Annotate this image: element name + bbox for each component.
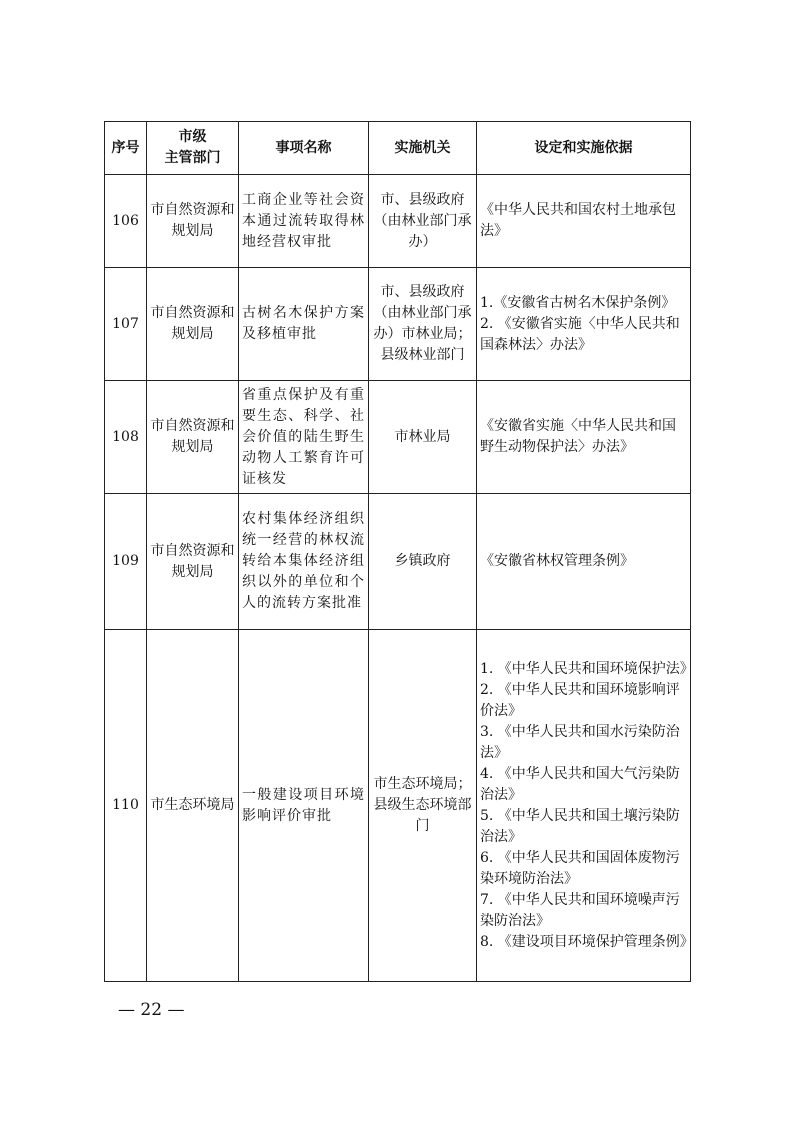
- row-item: 古树名木保护方案及移植审批: [239, 268, 369, 381]
- row-basis: [477, 494, 691, 630]
- page-number: — 22 —: [118, 1000, 185, 1020]
- row-number: 106: [105, 175, 147, 268]
- header-agency: 实施机关: [369, 122, 477, 175]
- row-dept: 市自然资源和规划局: [147, 381, 239, 494]
- table-row: [105, 494, 691, 630]
- row-basis: [477, 268, 691, 381]
- header-seq: 序号: [105, 122, 147, 175]
- basis-line: 《安徽省实施〈中华人民共和国野生动物保护法〉办法》: [480, 418, 676, 455]
- row-number: 110: [105, 630, 147, 982]
- row-agency: 市、县级政府（由林业部门承办）市林业局；县级林业部门: [369, 268, 477, 381]
- header-dept-line1: 市级: [178, 129, 207, 145]
- row-number: 108: [105, 381, 147, 494]
- basis-line: 7. 《中华人民共和国环境噪声污染防治法》: [480, 891, 680, 929]
- row-item: 工商企业等社会资本通过流转取得林地经营权审批: [239, 175, 369, 268]
- basis-line: 8. 《建设项目环境保护管理条例》: [480, 933, 694, 950]
- basis-line: 1.《安徽省古树名木保护条例》: [480, 294, 676, 311]
- row-dept: 市生态环境局: [147, 630, 239, 982]
- header-item: 事项名称: [239, 122, 369, 175]
- row-agency: 乡镇政府: [369, 494, 477, 630]
- header-basis: 设定和实施依据: [477, 122, 691, 175]
- basis-line: 4. 《中华人民共和国大气污染防治法》: [480, 765, 680, 803]
- basis-line: 5. 《中华人民共和国土壤污染防治法》: [480, 807, 680, 845]
- table-row: [105, 268, 691, 381]
- basis-line: 《安徽省林权管理条例》: [480, 553, 634, 569]
- basis-line: 2. 《安徽省实施〈中华人民共和国森林法〉办法》: [480, 315, 680, 353]
- table-row: [105, 381, 691, 494]
- row-basis: [477, 630, 694, 982]
- table-header-row: [105, 122, 691, 175]
- row-dept: 市自然资源和规划局: [147, 494, 239, 630]
- row-item: 省重点保护及有重要生态、科学、社会价值的陆生野生动物人工繁育许可证核发: [239, 381, 369, 494]
- row-basis: [477, 175, 691, 268]
- row-item: 一般建设项目环境影响评价审批: [239, 630, 369, 982]
- row-number: 109: [105, 494, 147, 630]
- row-dept: 市自然资源和规划局: [147, 175, 239, 268]
- basis-line: 2. 《中华人民共和国环境影响评价法》: [480, 681, 680, 719]
- table-row: [105, 630, 691, 982]
- approval-items-table: [104, 121, 694, 982]
- row-agency: 市、县级政府（由林业部门承办）: [369, 175, 477, 268]
- basis-line: 《中华人民共和国农村土地承包法》: [480, 202, 676, 239]
- row-dept: 市自然资源和规划局: [147, 268, 239, 381]
- row-number: 107: [105, 268, 147, 381]
- header-dept-line2: 主管部门: [164, 150, 221, 166]
- header-dept: [147, 122, 239, 175]
- row-agency: 市林业局: [369, 381, 477, 494]
- row-item: 农村集体经济组织统一经营的林权流转给本集体经济组织以外的单位和个人的流转方案批准: [239, 494, 369, 630]
- row-basis: [477, 381, 691, 494]
- basis-line: 6. 《中华人民共和国固体废物污染环境防治法》: [480, 849, 680, 887]
- basis-line: 1. 《中华人民共和国环境保护法》: [480, 660, 694, 677]
- table-row: [105, 175, 691, 268]
- basis-line: 3. 《中华人民共和国水污染防治法》: [480, 723, 680, 761]
- row-agency: 市生态环境局；县级生态环境部门: [369, 630, 477, 982]
